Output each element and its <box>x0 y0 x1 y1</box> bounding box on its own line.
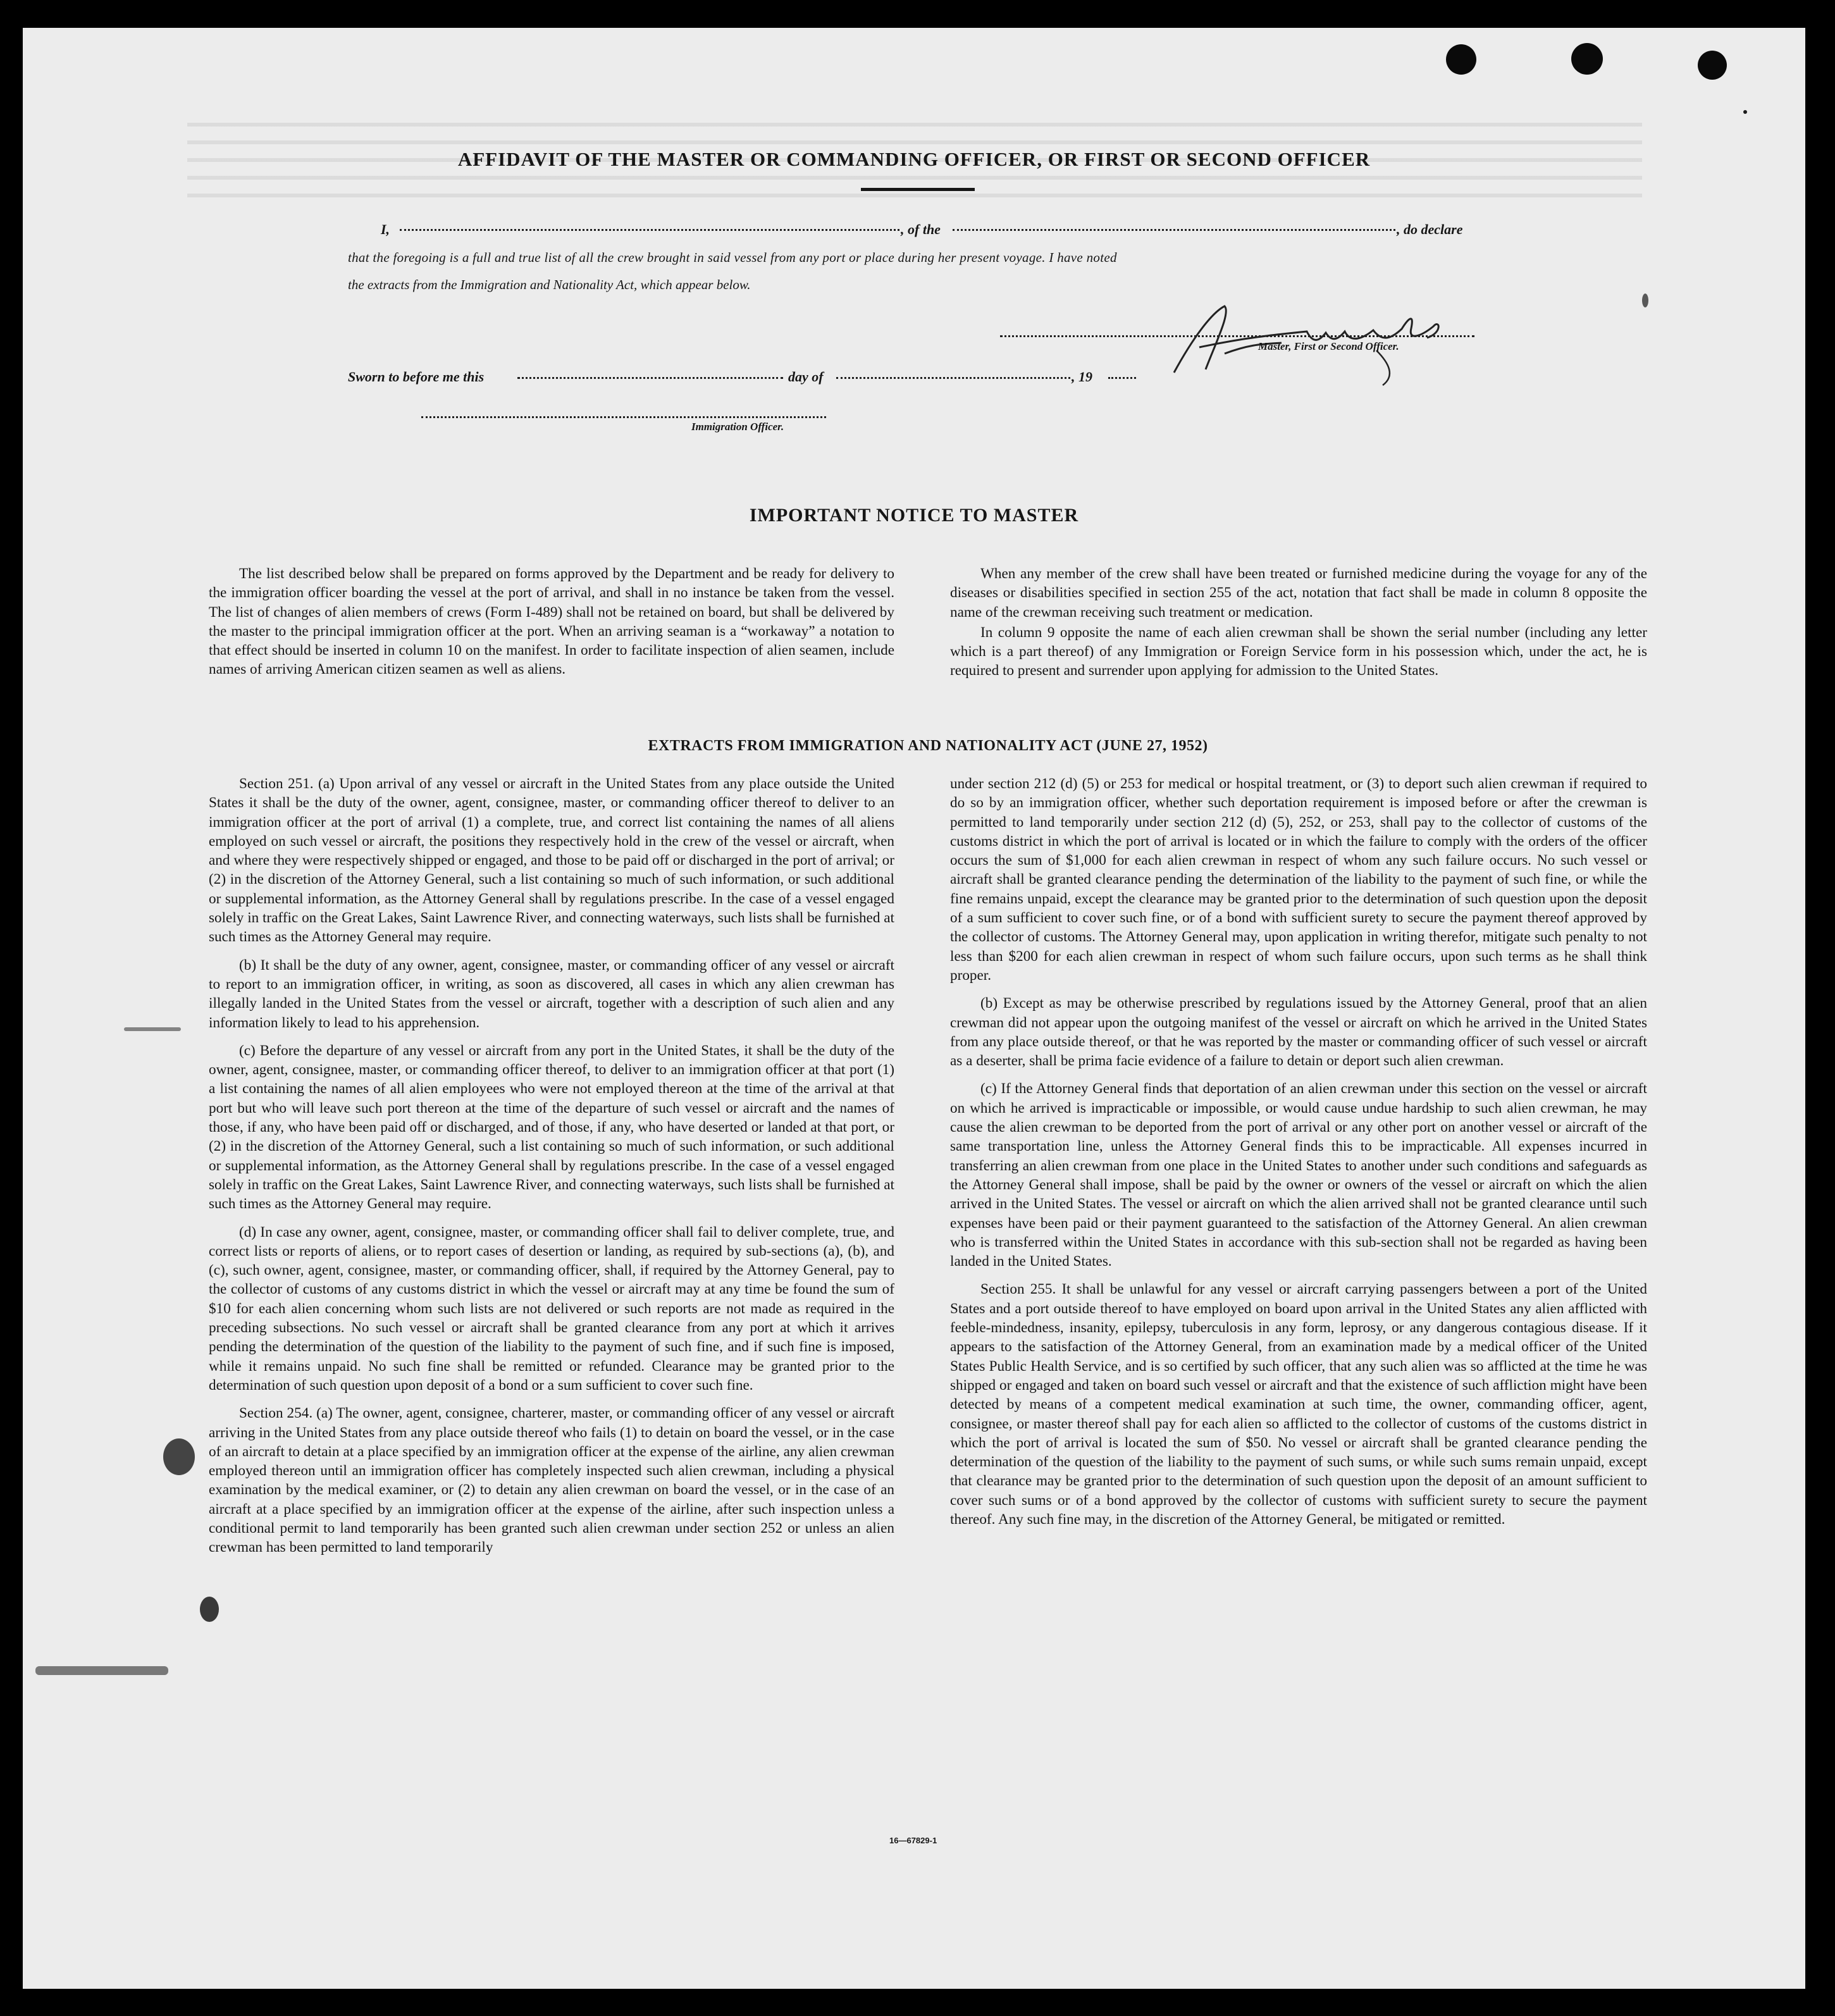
section-254-a: Section 254. (a) The owner, agent, consignee, charterer, master, or commanding officer of any vessel or aircraft arriving in the United States from any place outside thereof who fails (1) to detain on board the vessel, or in the case of an aircraft to detain at a place specified by an immigration officer at the expense of the airline, any alien crewman employed thereon until an immigration officer has completely inspected such alien crewman, including a physical examination by the medical examiner, or (2) to detain any alien crewman on board the vessel, or in the case of an aircraft at a place specified by an immigration officer at the expense of the airline, after such inspection unless a conditional permit to land temporarily has been granted such alien crewman under section 252 or unless an alien crewman has been permitted to land temporarily <box>209 1405 894 1556</box>
scan-smudge <box>200 1597 219 1622</box>
extracts-right-column <box>950 774 1647 1529</box>
affidavit-line-2: the extracts from the Immigration and Nationality Act, which appear below. <box>348 277 751 292</box>
name-field[interactable] <box>400 229 899 231</box>
notice-right-column <box>950 564 1647 681</box>
binder-hole <box>1571 43 1603 75</box>
notice-left-text: The list described below shall be prepared on forms approved by the Department and be ready for delivery to the immigration officer boarding the vessel at the port of arrival, and shall in no instance be taken from the vessel. The list of changes of alien members of crews (Form I-489) shall not be retained on board, but shall be delivered by the master to the principal immigration officer at the port. When an arriving seaman is a “workaway” a notation to that effect should be inserted in column 10 on the manifest. In order to facilitate inspection of alien seamen, include names of arriving American citizen seamen as well as aliens. <box>209 566 894 678</box>
year-label: , 19 <box>1072 369 1092 385</box>
section-254-c: (c) If the Attorney General finds that deportation of an alien crewman under this section on the vessel or aircraft on which he arrived is impracticable or impossible, or would cause undue hardship to such alien crewman, he may cause the alien crewman to be deported from the port of arrival or any other port on another vessel or aircraft of the same transportation line, unless the Attorney General finds this to be impracticable. All expenses incurred in transferring an alien crewman from one place in the United States to another under such conditions and safeguards as the Attorney General shall impose, shall be paid by the owner or owners of the vessel or aircraft on which the alien arrived in the United States. The vessel or aircraft on which the alien arrived shall not be granted clearance until such expenses have been paid or their payment guaranteed to the satisfaction of the Attorney General. An alien crewman who is transferred within the United States in accordance with this sub-section shall not be regarded as having been landed in the United States. <box>950 1080 1647 1270</box>
notice-title: IMPORTANT NOTICE TO MASTER <box>749 505 1079 526</box>
sworn-day-field[interactable] <box>517 377 783 379</box>
binder-hole <box>1698 51 1727 80</box>
section-251-d: (d) In case any owner, agent, consignee, master, or commanding officer shall fail to deliver complete, true, and correct lists or reports of aliens, or to report cases of desertion or landing, as required by sub-sections (a), (b), and (c), such owner, agent, consignee, master, or commanding officer, shall, if required by the Attorney General, pay to the collector of customs of any customs district in which the vessel or aircraft may at any time be found the sum of $10 for each alien concerning whom such lists are not delivered or such reports are not made as required in the preceding subsections. No such vessel or aircraft shall be granted clearance from any port at which it arrives pending the determination of the question of the liability to the payment of such fine, and if such fine is imposed, while it remains unpaid. No such fine shall be remitted or refunded. Clearance may be granted prior to the determination of such question upon deposit of a bond or a sum sufficient to cover such fine. <box>209 1223 894 1394</box>
affidavit-i-label: I, <box>381 221 390 237</box>
affidavit-title: AFFIDAVIT OF THE MASTER OR COMMANDING OFFICER, OR FIRST OR SECOND OFFICER <box>457 148 1371 170</box>
section-255: Section 255. It shall be unlawful for any vessel or aircraft carrying passengers between a port of the United States and a port outside thereof to have employed on board upon arrival in the United States any alien afflicted with feeble-mindedness, insanity, epilepsy, tuberculosis in any form, leprosy, or any dangerous contagious disease. If it appears to the satisfaction of the Attorney General, from an examination made by a medical officer of the United States Public Health Service, and is so certified by such officer, that any such alien was so afflicted at the time he was shipped or engaged and taken on board such vessel or aircraft and that the existence of such affliction might have been detected by means of a competent medical examination at such time, the owner, commanding officer, agent, consignee, or master thereof shall pay for each alien so afflicted to the collector of customs of the customs district in which the port of arrival is located the sum of $50. No vessel or aircraft shall be granted clearance pending the determination of the question of the liability to the payment of such sums, or while such sums remain unpaid, except that clearance may be granted prior to the determination of such question upon the deposit of an amount sufficient to cover such sums or of a bond approved by the collector of customs with sufficient surety to secure the payment thereof. Any such fine may, in the discretion of the Attorney General, be mitigated or remitted. <box>950 1281 1647 1528</box>
sworn-month-field[interactable] <box>836 377 1070 379</box>
scan-smudge <box>35 1666 168 1675</box>
sworn-label: Sworn to before me this <box>348 369 485 385</box>
sworn-year-field[interactable] <box>1108 377 1136 379</box>
section-251-a: Section 251. (a) Upon arrival of any vessel or aircraft in the United States from any place outside the United States it shall be the duty of the owner, agent, consignee, master, or commanding officer thereof to deliver to an immigration officer at the port of arrival (1) a complete, true, and correct list containing the names of all aliens employed on such vessel or aircraft, the positions they respectively hold in the crew of the vessel or aircraft, when and where they were respectively shipped or engaged, and those to be paid off or discharged in the port of arrival; or (2) in the discretion of the Attorney General, such a list containing so much of such information, or such additional or supplemental information, as the Attorney General shall by regulations prescribe. In the case of a vessel engaged solely in traffic on the Great Lakes, Saint Lawrence River, and connecting waterways, such lists shall be furnished at such times as the Attorney General may require. <box>209 776 894 946</box>
do-declare-label: , do declare <box>1397 221 1463 237</box>
section-254-a-continued: under section 212 (d) (5) or 253 for medical or hospital treatment, or (3) to deport such alien crewman if required to do so by an immigration officer, whether such deportation requirement is imposed before or after the crewman is permitted to land temporarily under section 212 (d) (5), 252, or 253, shall pay to the collector of customs of the customs district in which the port of arrival is located or in which the failure to comply with the orders of the officer occurs the sum of $1,000 for each alien crewman in respect of whom any such failure occurs. No such vessel or aircraft shall be granted clearance pending the determination of the liability to the payment of such fine, or while the fine remains unpaid, except the clearance may be granted prior to the determination of such question upon the deposit of a sum sufficient to cover such fine, or of a bond with sufficient surety to secure the payment thereof approved by the collector of customs. The Attorney General may, upon application in writing therefor, mitigate such penalty to not less than $200 for each alien crewman in respect of whom such failure occurs, upon such terms as he shall think proper. <box>950 776 1647 984</box>
scan-speck <box>1642 294 1648 307</box>
notice-right-text-2: In column 9 opposite the name of each alien crewman shall be shown the serial number (including any letter which is a part thereof) of any Immigration or Foreign Service form in his possession which, under the act, he is required to present and surrender upon applying for admission to the United States. <box>950 624 1647 679</box>
vessel-field[interactable] <box>953 229 1395 231</box>
affidavit-line-1: that the foregoing is a full and true list of all the crew brought in said vessel from any port or place during her present voyage. I have noted <box>348 250 1117 265</box>
extracts-left-column <box>209 774 894 1557</box>
binder-hole <box>1446 44 1476 75</box>
immigration-officer-line[interactable] <box>421 416 826 418</box>
notice-right-text-1: When any member of the crew shall have been treated or furnished medicine during the voyage for any of the diseases or disabilities specified in section 255 of the act, notation that fact shall be made in column 8 opposite the name of the crewman receiving such treatment or medication. <box>950 566 1647 621</box>
day-of-label: day of <box>788 369 824 385</box>
of-the-label: , of the <box>901 221 941 237</box>
section-254-b: (b) Except as may be otherwise prescribed by regulations issued by the Attorney General, proof that an alien crewman did not appear upon the outgoing manifest of the vessel or aircraft on which he arrived in the United States from any place outside thereof, or that he was reported by the master or commanding officer of such vessel or aircraft as a deserter, shall be prima facie evidence of a failure to detain or deport such alien crewman. <box>950 995 1647 1070</box>
form-code: 16—67829-1 <box>889 1836 937 1845</box>
document-page <box>23 28 1805 1989</box>
notice-left-column <box>209 564 894 679</box>
immigration-officer-caption: Immigration Officer. <box>691 421 784 433</box>
extracts-title: EXTRACTS FROM IMMIGRATION AND NATIONALITY ACT (JUNE 27, 1952) <box>648 738 1208 754</box>
section-251-c: (c) Before the departure of any vessel or aircraft from any port in the United States, it shall be the duty of the owner, agent, consignee, master, or commanding officer thereof, to deliver to an immigration officer at that port (1) a list containing the names of all alien employees who were not employed thereon at the time of the arrival at that port but who will leave such port thereon at the time of the departure of such vessel or aircraft and the names of those, if any, who have been paid off or discharged, and of those, if any, who have deserted or landed at that port, or (2) in the discretion of the Attorney General, such a list containing so much of such information, or such additional or supplemental information, as the Attorney General shall by regulations prescribe. In the case of a vessel engaged solely in traffic on the Great Lakes, Saint Lawrence River, and connecting waterways, such lists shall be furnished at such times as the Attorney General may require. <box>209 1042 894 1213</box>
title-rule <box>861 188 975 191</box>
master-caption: Master, First or Second Officer. <box>1258 340 1399 352</box>
scan-speck <box>1743 110 1747 114</box>
section-251-b: (b) It shall be the duty of any owner, agent, consignee, master, or commanding officer of any vessel or aircraft to report to an immigration officer, in writing, as soon as discovered, all cases in which any alien crewman has illegally landed in the United States from the vessel or aircraft, together with a description of such alien and any information likely to lead to his apprehension. <box>209 956 894 1031</box>
scan-smudge <box>124 1027 181 1031</box>
scan-smudge <box>163 1438 195 1475</box>
